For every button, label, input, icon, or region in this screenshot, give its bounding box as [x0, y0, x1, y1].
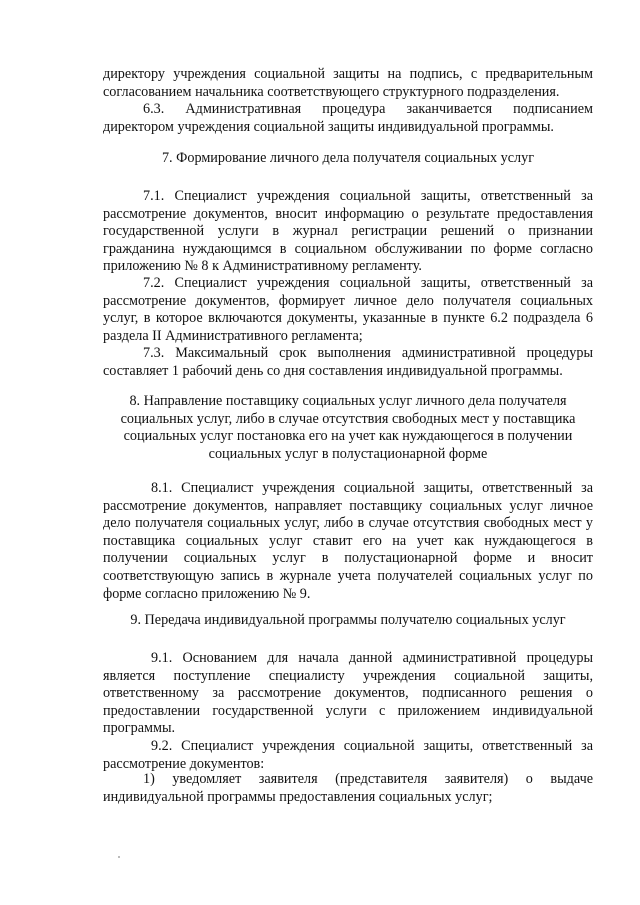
heading-line: социальных услуг постановка его на учет как нуждающегося в получении [123, 428, 573, 445]
paragraph-7-3 [103, 345, 593, 380]
paragraph-text: 1) уведомляет заявителя (представителя заявителя) о выдаче индивидуальной программы предоставления социальных услуг; [103, 771, 593, 805]
heading-line: социальных услуг, либо в случае отсутствия свободных мест у поставщика [120, 410, 576, 427]
paragraph-7-1 [103, 188, 593, 276]
paragraph-intro [103, 66, 593, 101]
heading-text: 9. Передача индивидуальной программы получателю социальных услуг [130, 612, 566, 628]
paragraph-9-1 [103, 650, 593, 738]
paragraph-text: 9.1. Основанием для начала данной административной процедуры является поступление специалисту учреждения социальной защиты, ответственному за рассмотрение документов, подписанного решения о предоставлении государственной услуги с приложением индивидуальной программы. [103, 650, 593, 737]
paragraph-text: 6.3. Административная процедура заканчивается подписанием директором учреждения социальной защиты индивидуальной программы. [103, 101, 593, 135]
paragraph-7-2 [103, 275, 593, 345]
paragraph-text: директору учреждения социальной защиты на подпись, с предварительным согласованием начальника соответствующего структурного подразделения. [103, 66, 593, 100]
heading-line: 8. Направление поставщику социальных услуг личного дела получателя [129, 393, 567, 409]
paragraph-text: 8.1. Специалист учреждения социальной защиты, ответственный за рассмотрение документов, направляет поставщику социальных услуг личное дело получателя социальных услуг, либо в случае отсутствия свободных мест у поставщика социальных услуг ставит его на учет как нуждающегося в получении социальных услуг в полустационарной форме и вносит соответствующую запись в журнале учета получателей социальных услуг по форме согласно приложению № 9. [103, 480, 593, 602]
heading-line: социальных услуг в полустационарной форме [208, 445, 488, 462]
paragraph-text: 7.1. Специалист учреждения социальной защиты, ответственный за рассмотрение документов, вносит информацию о результате предоставления государственной услуги в журнал регистрации решений о признании гражданина нуждающимся в социальном обслуживании по форме согласно приложению № 8 к Административному регламенту. [103, 188, 593, 275]
paragraph-text: 7.2. Специалист учреждения социальной защиты, ответственный за рассмотрение документов, формирует личное дело получателя социальных услуг, в которое включаются документы, указанные в пункте 6.2 подраздела 6 раздела II Административного регламента; [103, 275, 593, 344]
paragraph-text: 7.3. Максимальный срок выполнения административной процедуры составляет 1 рабочий день со дня составления индивидуальной программы. [103, 345, 593, 379]
section-heading-7 [103, 150, 593, 168]
section-heading-9 [103, 612, 593, 630]
section-heading-8 [103, 393, 593, 463]
paragraph-8-1 [103, 480, 593, 603]
scan-speck [118, 856, 120, 858]
paragraph-text: 9.2. Специалист учреждения социальной защиты, ответственный за рассмотрение документов: [103, 738, 593, 772]
heading-text: 7. Формирование личного дела получателя социальных услуг [161, 150, 535, 166]
paragraph-9-2-item-1 [103, 771, 593, 806]
paragraph-9-2 [103, 738, 593, 773]
paragraph-6-3 [103, 101, 593, 136]
